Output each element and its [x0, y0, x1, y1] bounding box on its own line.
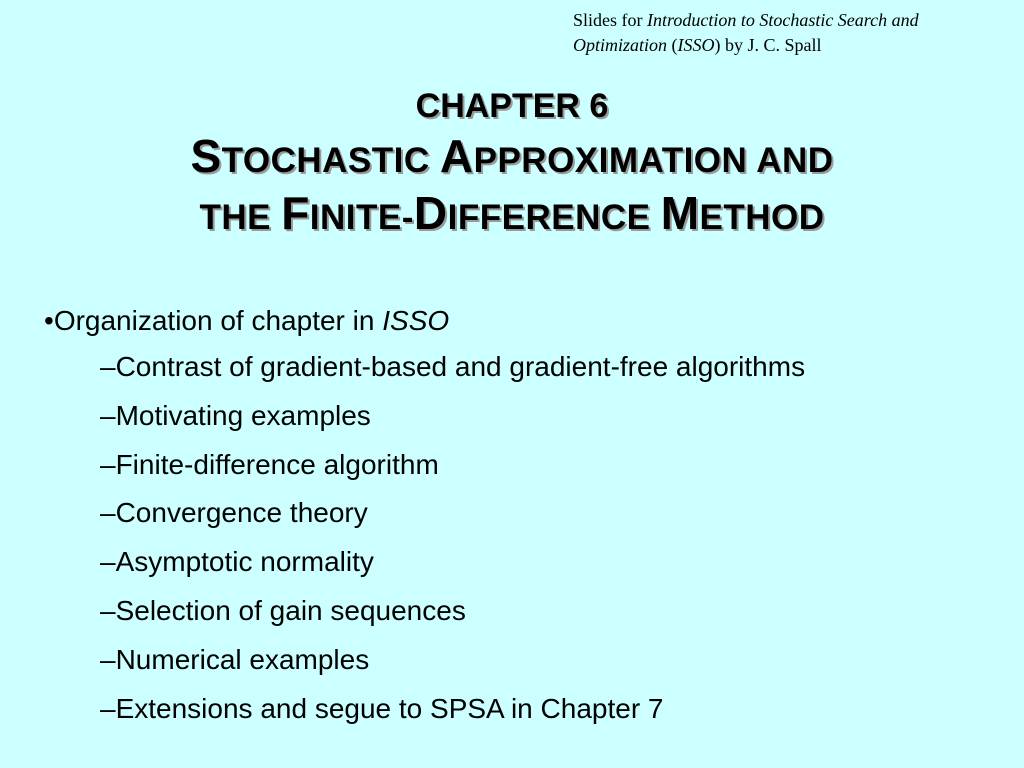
title-line-2: THE FINITE-DIFFERENCE METHOD	[199, 187, 825, 239]
sub-bullet-marker: –	[100, 448, 116, 480]
sub-bullet-item	[100, 441, 1004, 490]
title-line-1: STOCHASTIC APPROXIMATION AND	[190, 130, 834, 182]
header-note-suffix: ) by J. C. Spall	[714, 35, 822, 55]
header-note	[573, 8, 1013, 58]
sub-bullet-text: Numerical examples	[115, 643, 370, 675]
sub-bullet-item	[100, 392, 1004, 441]
slide-title	[0, 82, 1024, 244]
header-note-prefix: Slides for	[573, 10, 647, 30]
sub-bullet-marker: –	[100, 546, 116, 578]
header-note-open-paren: (	[667, 35, 678, 55]
sub-bullet-text: Motivating examples	[115, 399, 371, 431]
sub-bullet-marker: –	[100, 594, 116, 626]
sub-bullet-marker: –	[100, 692, 116, 724]
main-bullet-text: Organization of chapter in	[53, 305, 383, 336]
chapter-label: CHAPTER 6	[415, 87, 609, 125]
bullet-marker: •	[44, 305, 54, 336]
sub-bullet-marker: –	[100, 497, 116, 529]
sub-bullet-list	[44, 343, 1004, 733]
sub-bullet-text: Convergence theory	[115, 497, 368, 529]
sub-bullet-text: Extensions and segue to SPSA in Chapter 7	[115, 692, 664, 724]
sub-bullet-item	[100, 343, 1004, 392]
slide-content	[44, 298, 1004, 733]
sub-bullet-item	[100, 489, 1004, 538]
main-bullet	[44, 298, 1004, 343]
sub-bullet-marker: –	[100, 643, 116, 675]
sub-bullet-text: Asymptotic normality	[115, 546, 374, 578]
sub-bullet-item	[100, 685, 1004, 734]
main-bullet-italic: ISSO	[382, 305, 450, 336]
sub-bullet-marker: –	[100, 351, 116, 382]
sub-bullet-item	[100, 587, 1004, 636]
sub-bullet-marker: –	[100, 399, 116, 431]
sub-bullet-text: Contrast of gradient-based and gradient-free algorithms	[115, 351, 806, 382]
sub-bullet-text: Selection of gain sequences	[115, 594, 466, 626]
book-abbrev: ISSO	[677, 35, 715, 55]
book-title: Introduction to Stochastic Search and Optimization	[573, 10, 919, 55]
sub-bullet-item	[100, 538, 1004, 587]
sub-bullet-text: Finite-difference algorithm	[115, 448, 439, 480]
sub-bullet-item	[100, 636, 1004, 685]
